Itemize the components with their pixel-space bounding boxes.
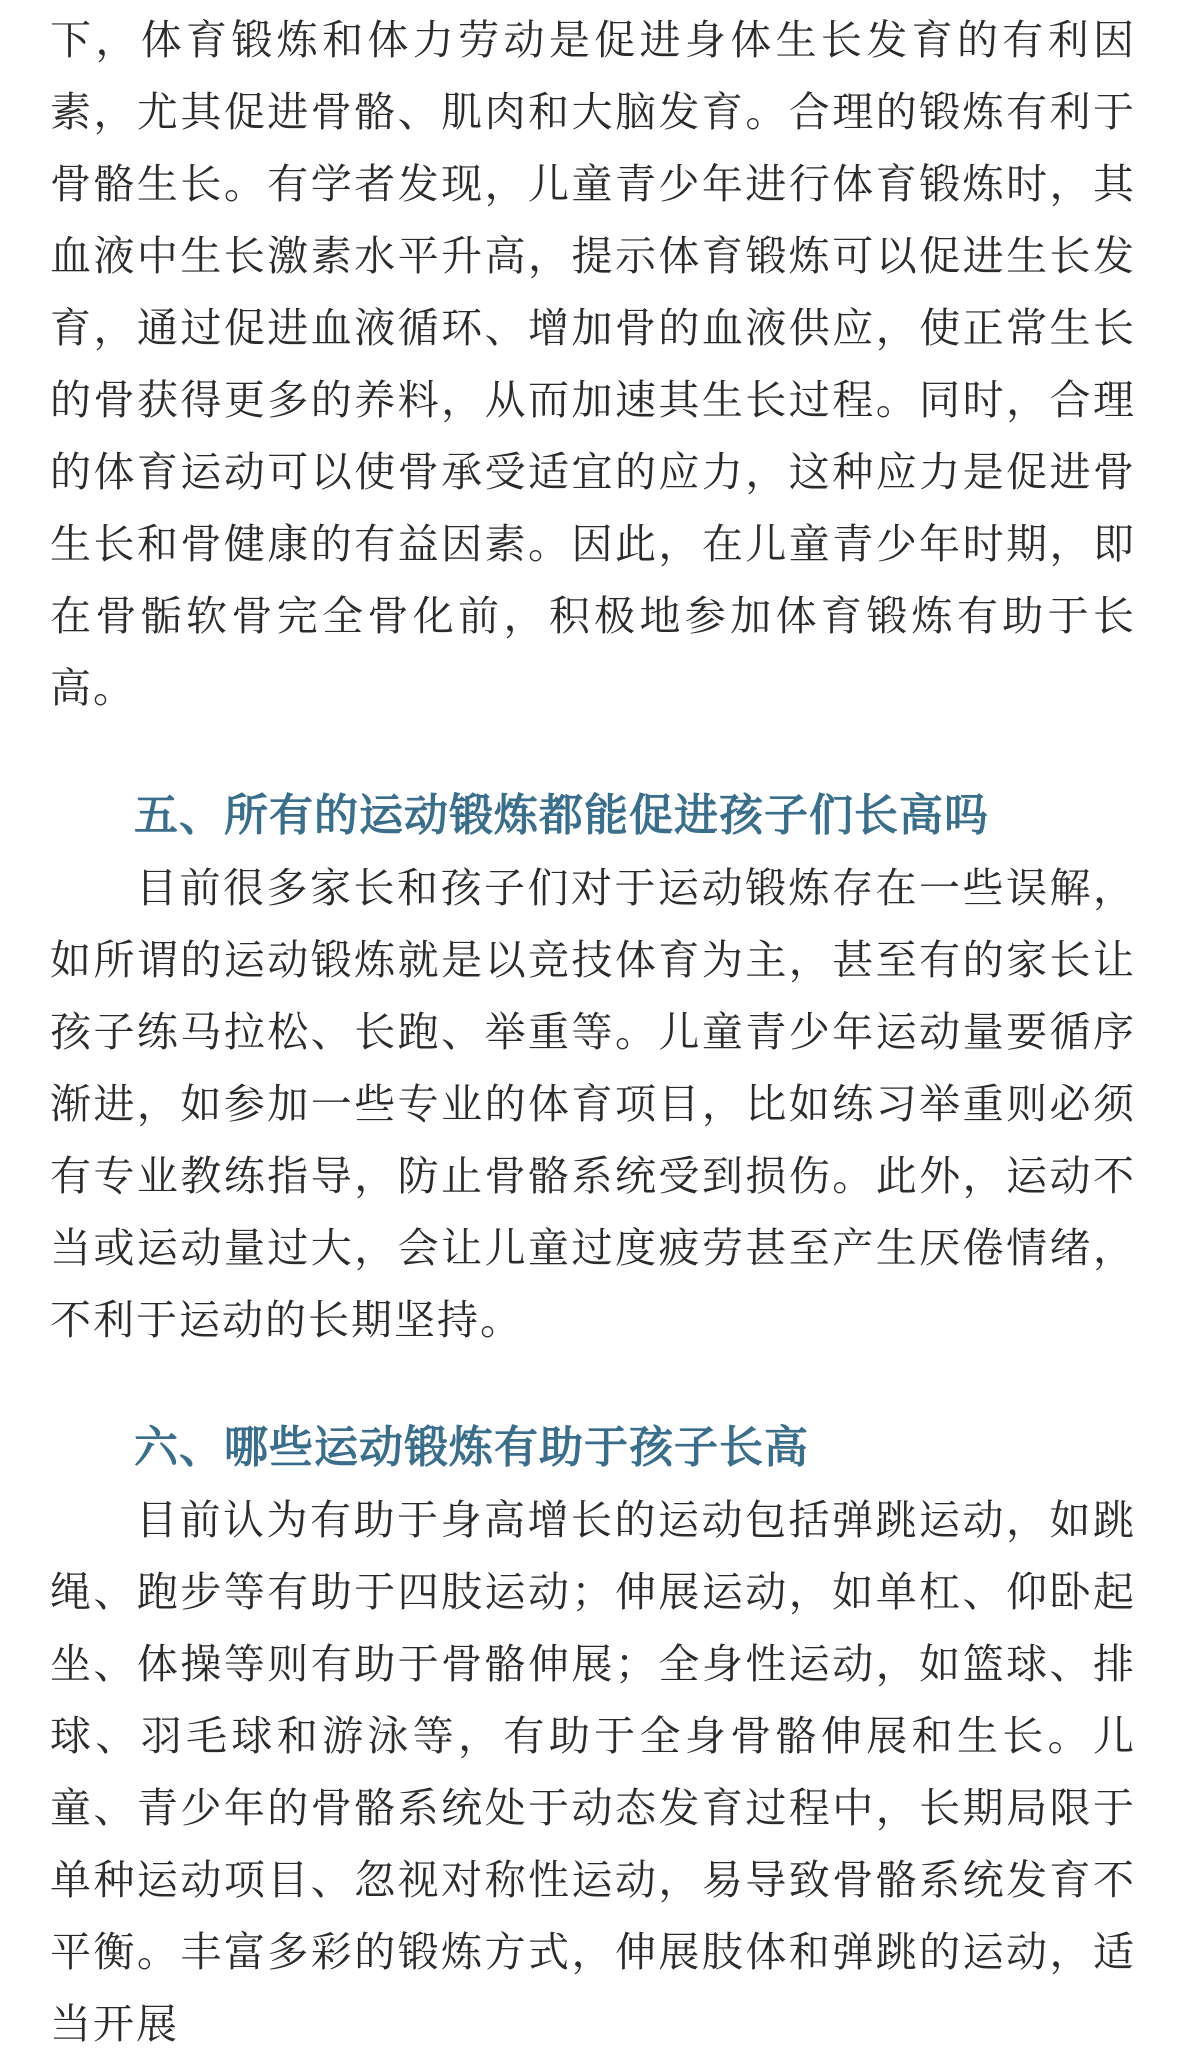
article-page (50, 0, 1136, 2060)
section-6-paragraph: 目前认为有助于身高增长的运动包括弹跳运动，如跳绳、跑步等有助于四肢运动；伸展运动，如单杠、仰卧起坐、体操等则有助于骨骼伸展；全身性运动，如篮球、排球、羽毛球和游泳等，有助于全身骨骼伸展和生长。儿童、青少年的骨骼系统处于动态发育过程中，长期局限于单种运动项目、忽视对称性运动，易导致骨骼系统发育不平衡。丰富多彩的锻炼方式，伸展肢体和弹跳的运动，适当开展 (50, 1496, 1136, 2048)
intro-paragraph: 下，体育锻炼和体力劳动是促进身体生长发育的有利因素，尤其促进骨骼、肌肉和大脑发育。合理的锻炼有利于骨骼生长。有学者发现，儿童青少年进行体育锻炼时，其血液中生长激素水平升高，提示体育锻炼可以促进生长发育，通过促进血液循环、增加骨的血液供应，使正常生长的骨获得更多的养料，从而加速其生长过程。同时，合理的体育运动可以使骨承受适宜的应力，这种应力是促进骨生长和骨健康的有益因素。因此，在儿童青少年时期，即在骨骺软骨完全骨化前，积极地参加体育锻炼有助于长高。 (50, 16, 1136, 712)
section-6-heading: 六、哪些运动锻炼有助于孩子长高 (134, 1422, 809, 1473)
section-5-paragraph: 目前很多家长和孩子们对于运动锻炼存在一些误解，如所谓的运动锻炼就是以竞技体育为主，甚至有的家长让孩子练马拉松、长跑、举重等。儿童青少年运动量要循序渐进，如参加一些专业的体育项目，比如练习举重则必须有专业教练指导，防止骨骼系统受到损伤。此外，运动不当或运动量过大，会让儿童过度疲劳甚至产生厌倦情绪，不利于运动的长期坚持。 (50, 864, 1136, 1344)
section-5-heading: 五、所有的运动锻炼都能促进孩子们长高吗 (134, 790, 989, 841)
